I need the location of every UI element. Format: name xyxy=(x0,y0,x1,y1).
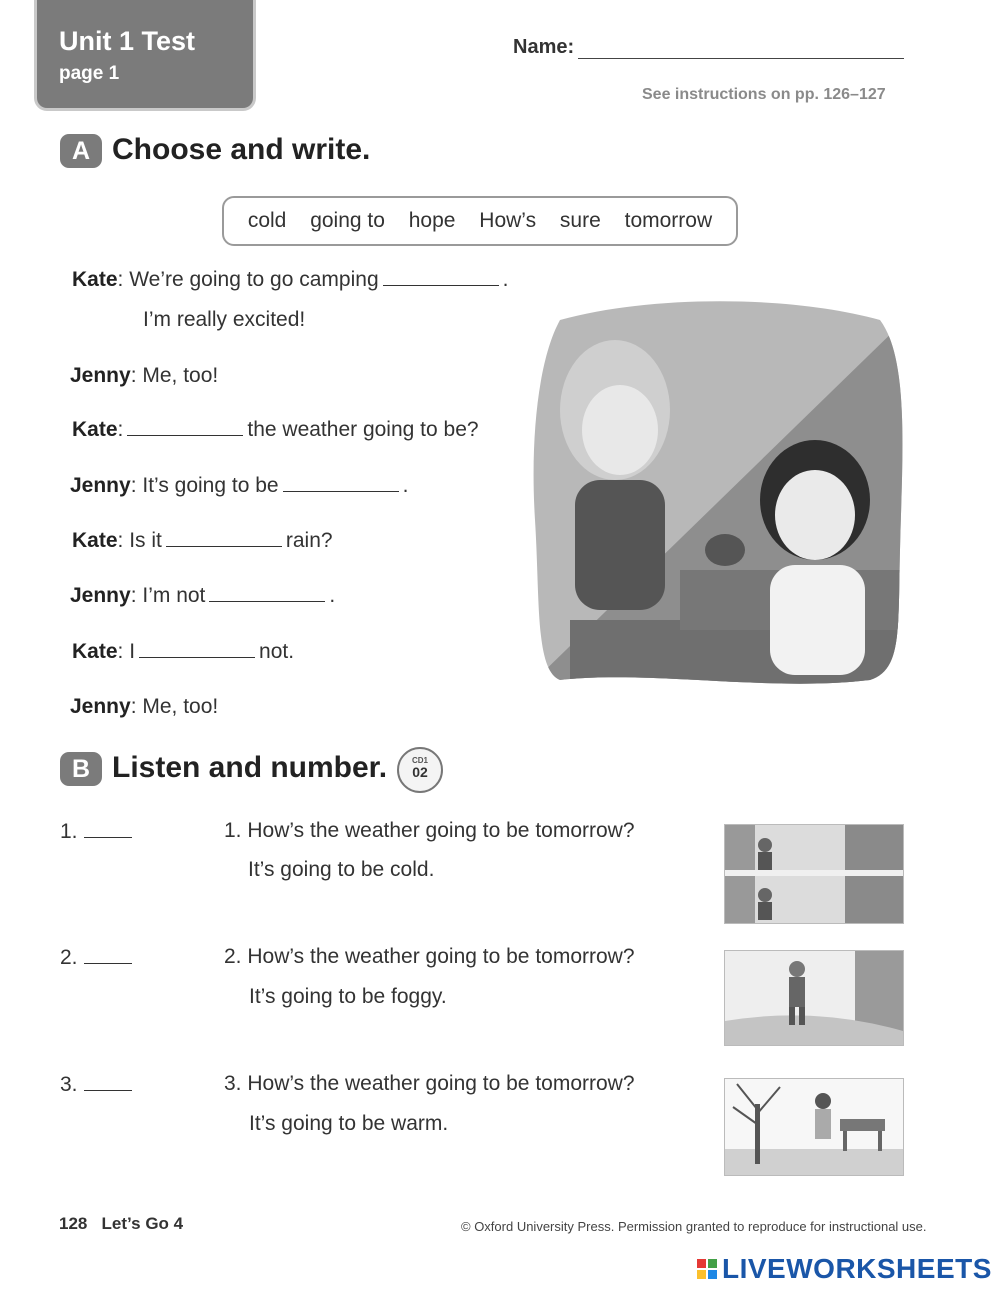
answer-number-3 xyxy=(60,1073,132,1097)
dialogue-line-2 xyxy=(70,364,218,388)
answer-2: It’s going to be foggy. xyxy=(249,985,447,1008)
dialogue-line-5 xyxy=(72,529,333,553)
answer-number-1 xyxy=(60,820,132,844)
dialogue-text: : Me, too! xyxy=(130,364,219,387)
book-title: Let’s Go 4 xyxy=(101,1214,184,1233)
question-number: 3. xyxy=(224,1072,242,1095)
section-b-title: Listen and number. xyxy=(112,751,388,784)
speaker-name: Kate xyxy=(72,268,118,291)
section-a-title: Choose and write. xyxy=(112,133,371,166)
question-number: 2. xyxy=(224,945,242,968)
speaker-name: Jenny xyxy=(70,584,131,607)
speaker-name: Jenny xyxy=(70,364,131,387)
dialogue-text: . xyxy=(502,268,509,291)
number-blank[interactable] xyxy=(84,949,132,964)
word-bank-item: sure xyxy=(559,209,601,232)
dialogue-text: : It’s going to be xyxy=(130,474,279,497)
word-bank-item: tomorrow xyxy=(624,209,713,232)
dialogue-text: : We’re going to go camping xyxy=(117,268,379,291)
answer-blank[interactable] xyxy=(139,643,255,658)
question-3 xyxy=(224,1072,635,1096)
unit-title: Unit 1 Test xyxy=(59,26,196,56)
name-label: Name: xyxy=(513,36,575,58)
dialogue-text: not. xyxy=(259,640,295,663)
speaker-name: Kate xyxy=(72,529,118,552)
dialogue-text: : Is it xyxy=(117,529,162,552)
foggy-weather-picture xyxy=(724,950,904,1046)
section-a-badge: A xyxy=(60,134,102,168)
word-bank-item: How’s xyxy=(479,209,537,232)
dialogue-text: . xyxy=(329,584,336,607)
dialogue-line-4 xyxy=(70,474,408,498)
unit-page: page 1 xyxy=(59,63,120,84)
speaker-name: Kate xyxy=(72,640,118,663)
question-2 xyxy=(224,945,635,969)
answer-blank[interactable] xyxy=(209,587,325,602)
logo-squares-icon xyxy=(697,1259,717,1279)
liveworksheets-logo[interactable] xyxy=(697,1253,992,1285)
answer-blank[interactable] xyxy=(166,532,282,547)
dialogue-line-6 xyxy=(70,584,335,608)
instructions-note: See instructions on pp. 126–127 xyxy=(642,86,886,103)
answer-blank[interactable] xyxy=(283,477,399,492)
question-text: How’s the weather going to be tomorrow? xyxy=(247,1072,635,1095)
speaker-name: Jenny xyxy=(70,695,131,718)
question-1 xyxy=(224,819,635,843)
speaker-name: Jenny xyxy=(70,474,131,497)
dialogue-line-8 xyxy=(70,695,218,719)
answer-number-2 xyxy=(60,946,132,970)
dialogue-continuation: I’m really excited! xyxy=(143,308,306,331)
dialogue-text: : Me, too! xyxy=(130,695,219,718)
word-bank-item: going to xyxy=(310,209,385,232)
word-bank xyxy=(222,196,738,246)
cd-track-icon xyxy=(397,747,443,793)
word-bank-item: hope xyxy=(408,209,456,232)
answer-1: It’s going to be cold. xyxy=(248,858,435,881)
word-bank-item: cold xyxy=(247,209,287,232)
section-b-badge: B xyxy=(60,752,102,786)
question-text: How’s the weather going to be tomorrow? xyxy=(247,945,635,968)
page-number: 128 xyxy=(59,1214,88,1233)
number-blank[interactable] xyxy=(84,823,132,838)
answer-blank[interactable] xyxy=(127,421,243,436)
question-number: 1. xyxy=(224,819,242,842)
dialogue-line-1 xyxy=(72,268,508,292)
cd-label: CD1 xyxy=(411,756,428,765)
warm-weather-picture xyxy=(724,1078,904,1176)
dialogue-text: . xyxy=(402,474,409,497)
speaker-name: Kate xyxy=(72,418,118,441)
dialogue-text: : xyxy=(117,418,124,441)
dialogue-line-3 xyxy=(72,418,479,442)
question-text: How’s the weather going to be tomorrow? xyxy=(247,819,635,842)
dialogue-text: : I’m not xyxy=(130,584,206,607)
dialogue-line-7 xyxy=(72,640,294,664)
brand-name: LIVEWORKSHEETS xyxy=(722,1253,992,1284)
item-number: 2. xyxy=(60,946,78,969)
item-number: 3. xyxy=(60,1073,78,1096)
copyright-notice: © Oxford University Press. Permission granted to reproduce for instructional use. xyxy=(461,1219,927,1234)
answer-blank[interactable] xyxy=(383,271,499,286)
dialogue-text: : I xyxy=(117,640,136,663)
cold-weather-picture xyxy=(724,824,904,924)
footer-book-info xyxy=(59,1214,183,1234)
item-number: 1. xyxy=(60,820,78,843)
dialogue-text: the weather going to be? xyxy=(247,418,479,441)
cd-track: 02 xyxy=(412,764,428,780)
answer-3: It’s going to be warm. xyxy=(249,1112,449,1135)
dialogue-text: rain? xyxy=(285,529,333,552)
girls-phone-illustration xyxy=(530,300,905,685)
name-input-line[interactable] xyxy=(578,58,904,59)
number-blank[interactable] xyxy=(84,1076,132,1091)
